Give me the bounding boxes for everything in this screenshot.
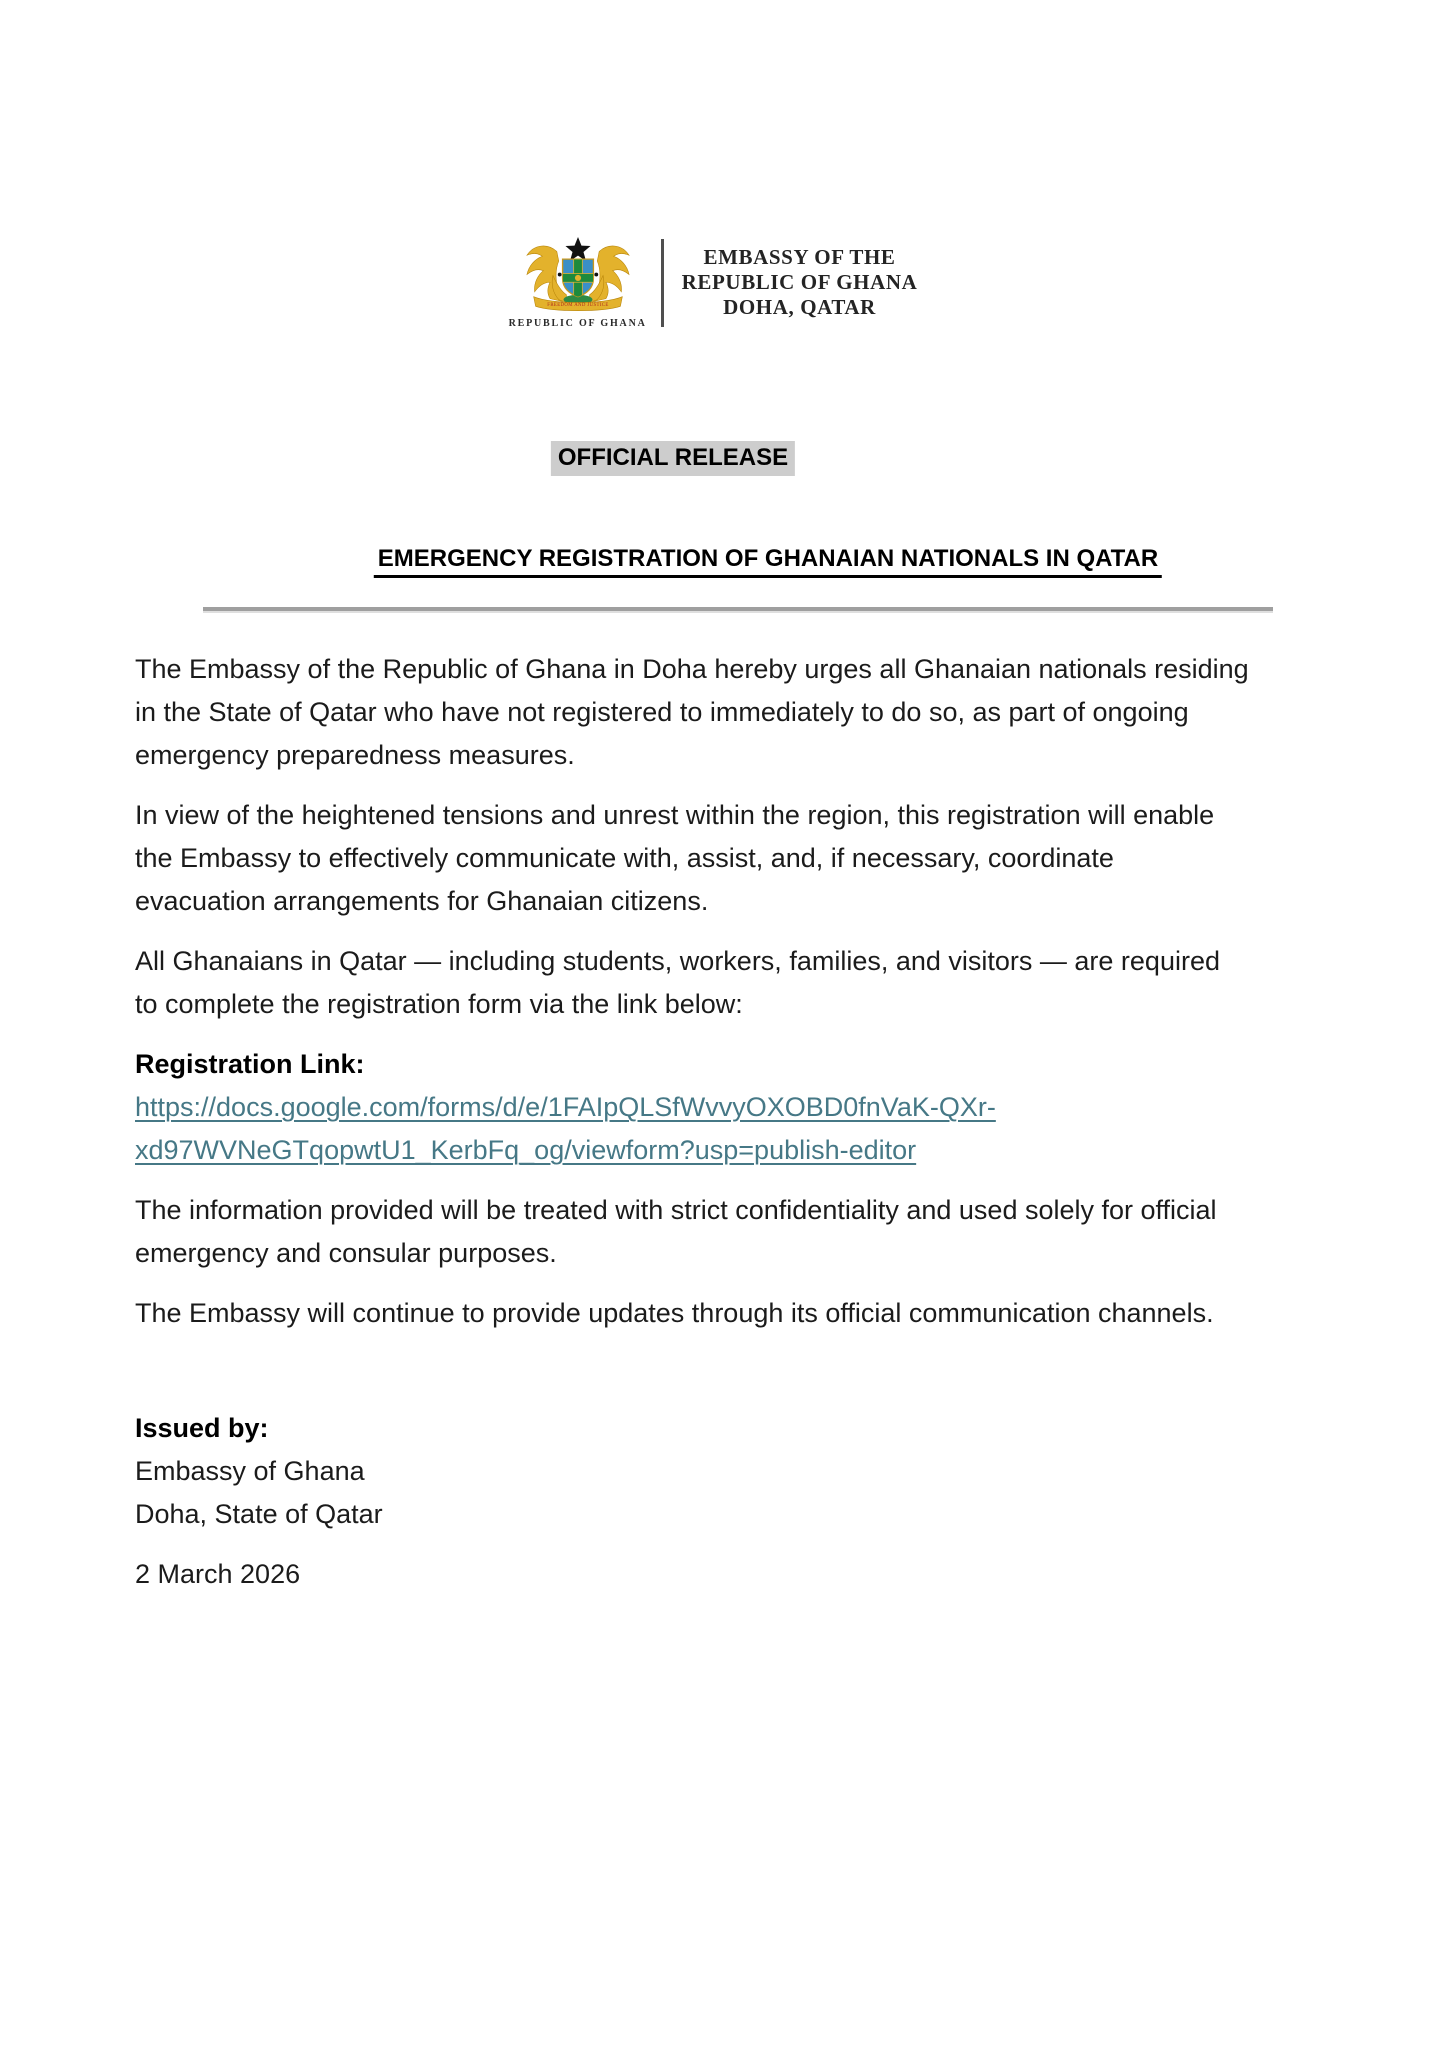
paragraph-line: The information provided will be treated with strict confidentiality and used solely for official — [135, 1195, 1217, 1225]
issued-by-location: Doha, State of Qatar — [135, 1499, 383, 1529]
release-date: 2 March 2026 — [135, 1559, 301, 1589]
paragraph-line: The Embassy of the Republic of Ghana in Doha hereby urges all Ghanaian nationals residing — [135, 654, 1249, 684]
issued-by-org: Embassy of Ghana — [135, 1456, 365, 1486]
official-release-badge: OFFICIAL RELEASE — [551, 441, 795, 476]
paragraph-4 — [135, 1189, 1315, 1275]
paragraph-5 — [135, 1292, 1315, 1335]
embassy-name-block — [682, 245, 918, 320]
ghana-coat-of-arms-icon — [520, 236, 636, 315]
paragraph-line: emergency preparedness measures. — [135, 740, 575, 770]
black-star-icon — [565, 237, 590, 261]
document-title: EMERGENCY REGISTRATION OF GHANAIAN NATIONALS IN QATAR — [374, 545, 1162, 578]
crest-caption: REPUBLIC OF GHANA — [508, 318, 647, 329]
paragraph-line: to complete the registration form via the link below: — [135, 989, 743, 1019]
title-separator-rule — [203, 607, 1273, 613]
paragraph-line: in the State of Qatar who have not registered to immediately to do so, as part of ongoing — [135, 697, 1189, 727]
embassy-name-line3: DOHA, QATAR — [723, 295, 876, 319]
embassy-name-line1: EMBASSY OF THE — [703, 245, 896, 269]
paragraph-line: All Ghanaians in Qatar — including students, workers, families, and visitors — are required — [135, 946, 1220, 976]
paragraph-2 — [135, 794, 1315, 923]
document-body — [135, 648, 1315, 1596]
embassy-name-line2: REPUBLIC OF GHANA — [681, 270, 918, 294]
registration-link-section — [135, 1043, 1315, 1172]
crest-motto: FREEDOM AND JUSTICE — [546, 302, 609, 308]
paragraph-line: evacuation arrangements for Ghanaian citizens. — [135, 886, 709, 916]
paragraph-line: In view of the heightened tensions and unrest within the region, this registration will enable — [135, 800, 1215, 830]
paragraph-3 — [135, 940, 1315, 1026]
crest-block — [509, 236, 647, 329]
issued-by-block — [135, 1407, 1315, 1536]
issued-by-label: Issued by: — [135, 1413, 269, 1443]
paragraph-1 — [135, 648, 1315, 777]
registration-link-line-1[interactable]: https://docs.google.com/forms/d/e/1FAIpQLSfWvvyOXOBD0fnVaK-QXr- — [135, 1092, 996, 1122]
registration-link-line-2[interactable]: xd97WVNeGTqopwtU1_KerbFq_og/viewform?usp=publish-editor — [135, 1135, 917, 1165]
paragraph-line: The Embassy will continue to provide updates through its official communication channels. — [135, 1298, 1214, 1328]
paragraph-line: emergency and consular purposes. — [135, 1238, 557, 1268]
letterhead — [0, 236, 1437, 329]
paragraph-line: the Embassy to effectively communicate with, assist, and, if necessary, coordinate — [135, 843, 1114, 873]
letterhead-divider — [661, 239, 664, 327]
registration-link-label: Registration Link: — [135, 1049, 365, 1079]
